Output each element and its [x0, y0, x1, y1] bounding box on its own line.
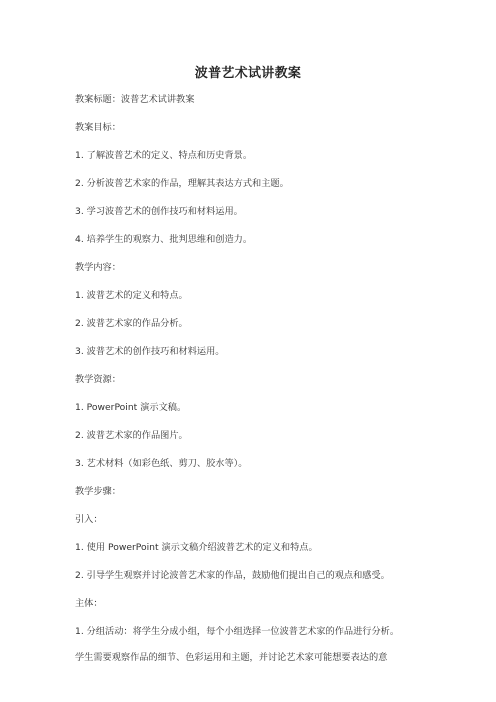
resource-item-1: 1. PowerPoint 演示文稿。: [75, 402, 187, 413]
introduction-item-2: 2. 引导学生观察并讨论波普艺术家的作品，鼓励他们提出自己的观点和感受。: [75, 570, 390, 581]
main-body-item-1-continued: 学生需要观察作品的细节、色彩运用和主题，并讨论艺术家可能想要表达的意: [75, 652, 388, 663]
document-title: 波普艺术试讲教案: [194, 66, 302, 81]
main-body-item-1: 1. 分组活动：将学生分成小组，每个小组选择一位波普艺术家的作品进行分析。: [75, 626, 400, 637]
section-heading-steps: 教学步骤：: [75, 486, 121, 497]
resource-item-2: 2. 波普艺术家的作品图片。: [75, 430, 188, 441]
content-item-3: 3. 波普艺术的创作技巧和材料运用。: [75, 346, 225, 357]
lesson-plan-title-line: 教案标题：波普艺术试讲教案: [75, 94, 195, 105]
resource-item-3: 3. 艺术材料（如彩色纸、剪刀、胶水等）。: [75, 458, 248, 469]
introduction-item-1: 1. 使用 PowerPoint 演示文稿介绍波普艺术的定义和特点。: [75, 542, 318, 553]
section-heading-content: 教学内容：: [75, 262, 121, 273]
objective-item-3: 3. 学习波普艺术的创作技巧和材料运用。: [75, 206, 243, 217]
objective-item-1: 1. 了解波普艺术的定义、特点和历史背景。: [75, 150, 253, 161]
subheading-main-body: 主体：: [75, 598, 103, 609]
subheading-introduction: 引入：: [75, 514, 103, 525]
content-item-2: 2. 波普艺术家的作品分析。: [75, 318, 188, 329]
objective-item-2: 2. 分析波普艺术家的作品，理解其表达方式和主题。: [75, 178, 289, 189]
section-heading-objectives: 教案目标：: [75, 122, 121, 133]
content-item-1: 1. 波普艺术的定义和特点。: [75, 290, 188, 301]
objective-item-4: 4. 培养学生的观察力、批判思维和创造力。: [75, 234, 253, 245]
section-heading-resources: 教学资源：: [75, 374, 121, 385]
